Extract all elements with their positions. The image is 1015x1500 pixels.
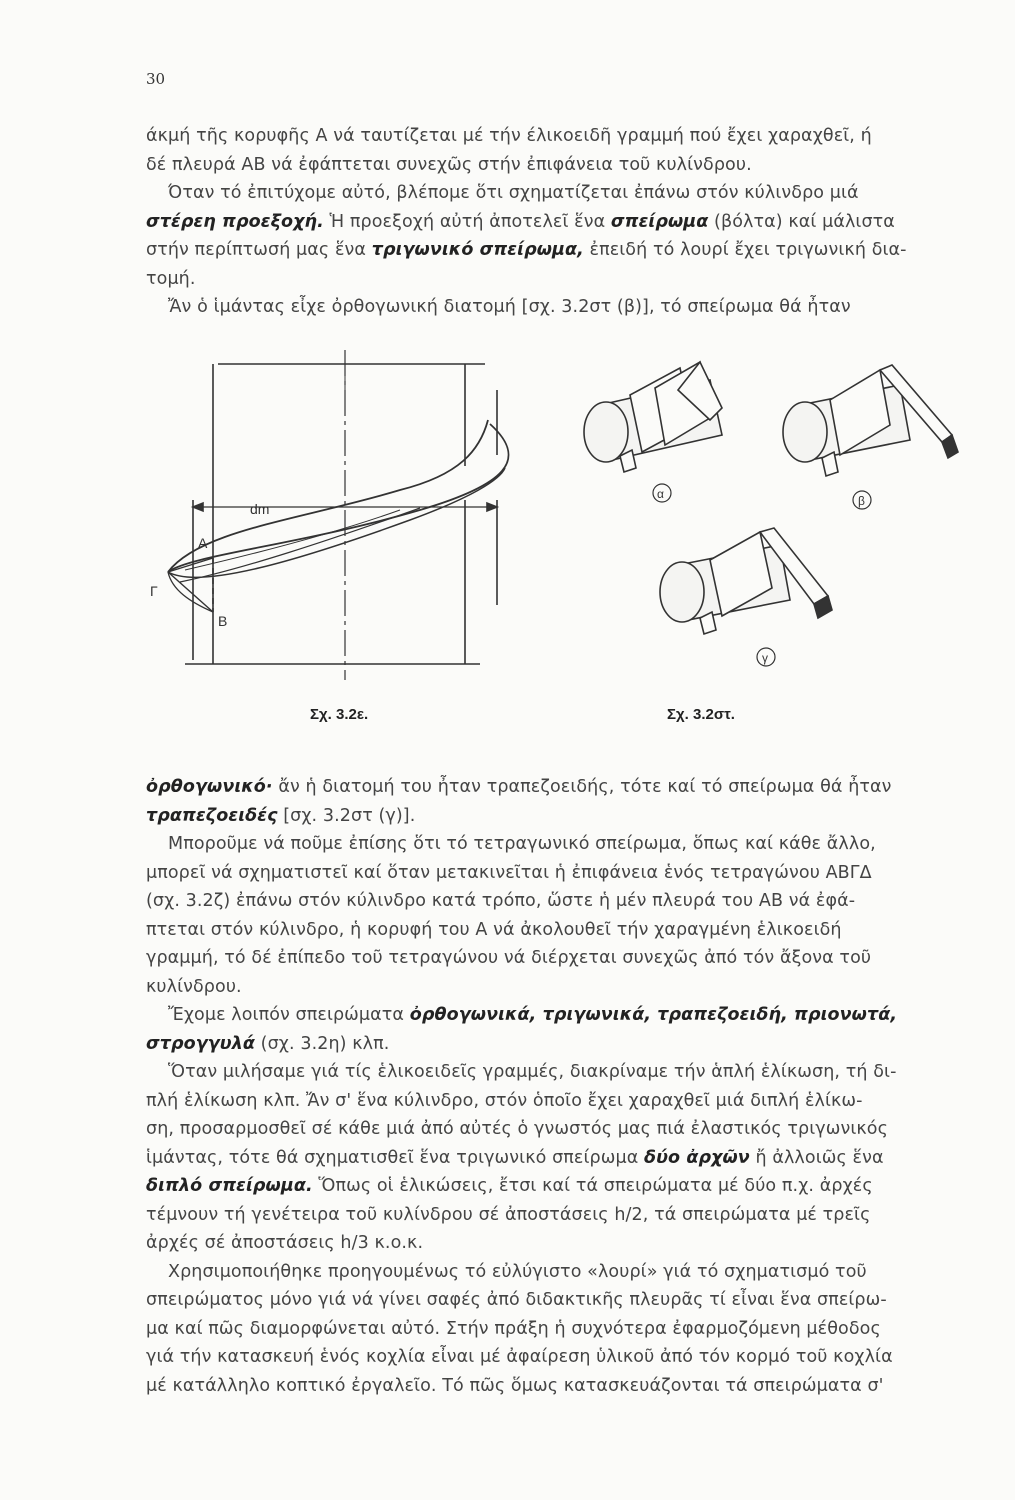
label-gamma-small: γ: [762, 651, 768, 665]
caption-fig-3-2e: Σχ. 3.2ε.: [310, 706, 369, 723]
paragraph-top: [146, 122, 966, 322]
emphasis-term: διπλό σπείρωμα.: [146, 1176, 313, 1196]
emphasis-term: τραπεζοειδές: [146, 805, 278, 826]
emphasis-term: στρογγυλά: [146, 1033, 256, 1054]
emphasis-term: ὀρθογωνικά, τριγωνικά, τραπεζοειδή, πριονωτά,: [409, 1005, 898, 1025]
figures-area: [0, 340, 1015, 740]
text-line: σπειρώματος μόνο γιά νά γίνει σαφές ἀπό διδακτικῆς πλευρᾶς τί εἶναι ἕνα σπείρω-: [146, 1290, 887, 1310]
text-line: ση, προσαρμοσθεῖ σέ κάθε μιά ἀπό αὐτές ὁ γνωστός μας πιά ἐλαστικός τριγωνικός: [146, 1119, 888, 1139]
thread-triangular: [584, 362, 722, 472]
text-line: (σχ. 3.2ζ) ἐπάνω στόν κύλινδρο κατά τρόπο, ὥστε ἡ μέν πλευρά του ΑΒ νά ἐφά-: [146, 891, 856, 911]
label-a: A: [198, 535, 208, 551]
label-dm: dm: [250, 501, 270, 517]
text-span: Ὅπως οἱ ἑλικώσεις, ἔτσι καί τά σπειρώματα μέ δύο π.χ. ἀρχές: [312, 1176, 873, 1196]
page-number: 30: [146, 70, 166, 88]
text-span: ἄν ἡ διατομή του ἦταν τραπεζοειδής, τότε καί τό σπείρωμα θά ἦταν: [272, 777, 892, 797]
emphasis-term: ὀρθογωνικό·: [146, 777, 273, 797]
text-span: Ἔχομε λοιπόν σπειρώματα: [168, 1005, 410, 1025]
text-span: ἱμάντας, τότε θά σχηματισθεῖ ἕνα τριγωνικό σπείρωμα: [146, 1147, 644, 1168]
label-gamma: Γ: [150, 583, 158, 599]
text-line: γραμμή, τό δέ ἐπίπεδο τοῦ τετραγώνου νά διέρχεται συνεχῶς ἀπό τόν ἄξονα τοῦ: [146, 948, 872, 968]
text-line: τέμνουν τή γενέτειρα τοῦ κυλίνδρου σέ ἀποστάσεις h/2, τά σπειρώματα μέ τρεῖς: [146, 1204, 871, 1225]
text-line: μα καί πῶς διαμορφώνεται αὐτό. Στήν πράξη ἡ συχνότερα ἐφαρμοζόμενη μέθοδος: [146, 1318, 881, 1339]
text-span: [σχ. 3.2στ (γ)].: [277, 805, 416, 826]
text-line: δέ πλευρά ΑΒ νά ἐφάπτεται συνεχῶς στήν ἐπιφάνεια τοῦ κυλίνδρου.: [146, 154, 752, 175]
text-line: Όταν τό ἐπιτύχομε αὐτό, βλέπομε ὅτι σχηματίζεται ἐπάνω στόν κύλινδρο μιά: [168, 183, 859, 203]
thread-types-diagram: [560, 360, 990, 700]
text-line: μέ κατάλληλο κοπτικό ἐργαλεῖο. Τό πῶς ὅμως κατασκευάζονται τά σπειρώματα σ': [146, 1375, 884, 1396]
label-b: B: [218, 613, 228, 629]
text-line: κυλίνδρου.: [146, 976, 242, 997]
text-line: πλή ἑλίκωση κλπ. Ἄν σ' ἕνα κύλινδρο, στόν ὁποῖο ἔχει χαραχθεῖ μιά διπλή ἑλίκω-: [146, 1090, 863, 1111]
text-line: [146, 1144, 966, 1173]
text-line: γιά τήν κατασκευή ἑνός κοχλία εἶναι μέ ἀφαίρεση ὑλικοῦ ἀπό τόν κορμό τοῦ κοχλία: [146, 1347, 893, 1367]
text-line: [146, 773, 966, 802]
text-span: (βόλτα) καί μάλιστα: [708, 211, 895, 232]
text-line: Ὅταν μιλήσαμε γιά τίς ἑλικοειδεῖς γραμμές, διακρίναμε τήν ἁπλή ἑλίκωση, τή δι-: [168, 1062, 897, 1082]
text-span: ἤ ἀλλοιῶς ἕνα: [749, 1147, 884, 1168]
text-line: Μποροῦμε νά ποῦμε ἐπίσης ὅτι τό τετραγωνικό σπείρωμα, ὅπως καί κάθε ἄλλο,: [168, 834, 876, 854]
thread-band-upper: [168, 420, 488, 572]
emphasis-term: δύο ἀρχῶν: [644, 1147, 750, 1168]
text-line: [146, 236, 966, 265]
thread-square: [783, 365, 958, 476]
emphasis-term: σπείρωμα: [610, 211, 709, 232]
text-line: Ἄν ὁ ἱμάντας εἶχε ὀρθογωνική διατομή [σχ. 3.2στ (β)], τό σπείρωμα θά ἦταν: [168, 297, 851, 317]
emphasis-term: στέρεη προεξοχή.: [146, 211, 324, 232]
text-span: (σχ. 3.2η) κλπ.: [255, 1033, 390, 1054]
text-span: στήν περίπτωσή μας ἕνα: [146, 240, 372, 260]
paragraph-bottom: [146, 773, 966, 1400]
text-line: [146, 1030, 966, 1059]
text-line: Χρησιμοποιήθηκε προηγουμένως τό εὐλύγιστο «λουρί» γιά τό σχηματισμό τοῦ: [168, 1261, 867, 1282]
text-line: μπορεῖ νά σχηματιστεῖ καί ὅταν μετακινεῖται ἡ ἐπιφάνεια ἑνός τετραγώνου ΑΒΓΔ: [146, 862, 872, 883]
text-span: Ἡ προεξοχή αὐτή ἀποτελεῖ ἕνα: [323, 211, 611, 232]
helix-diagram: [0, 340, 520, 700]
thread-band-lower: [168, 468, 505, 577]
text-line: πτεται στόν κύλινδρο, ἡ κορυφή του Α νά ἀκολουθεῖ τήν χαραγμένη ἑλικοειδή: [146, 919, 842, 940]
label-alpha: α: [657, 487, 664, 501]
text-line: ἀρχές σέ ἀποστάσεις h/3 κ.ο.κ.: [146, 1233, 424, 1253]
caption-fig-3-2st: Σχ. 3.2στ.: [667, 706, 735, 723]
text-line: [146, 1001, 966, 1030]
text-line: τομή.: [146, 268, 196, 289]
text-line: [146, 1172, 966, 1201]
text-line: [146, 208, 966, 237]
text-span: ἐπειδή τό λουρί ἔχει τριγωνική δια-: [583, 240, 907, 260]
thread-band-outer: [168, 424, 509, 572]
label-beta: β: [858, 494, 865, 508]
thread-trapezoidal: [660, 528, 832, 634]
text-line: [146, 802, 966, 831]
text-line: άκμή τῆς κορυφῆς Α νά ταυτίζεται μέ τήν έλικοειδῆ γραμμή πού ἔχει χαραχθεῖ, ή: [146, 126, 872, 146]
emphasis-term: τριγωνικό σπείρωμα,: [371, 240, 584, 260]
